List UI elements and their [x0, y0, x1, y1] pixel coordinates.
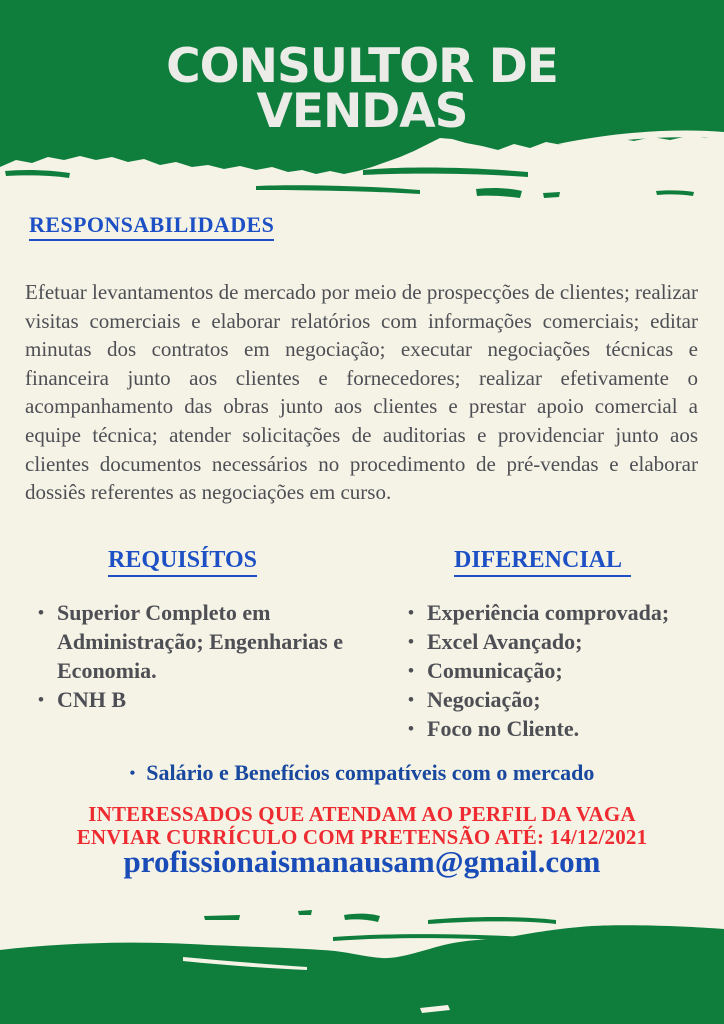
poster-title-line2: VENDAS — [256, 84, 468, 140]
list-item: • Foco no Cliente. — [408, 714, 708, 743]
responsibilities-heading — [29, 212, 274, 241]
list-item: • Comunicação; — [408, 656, 708, 685]
differential-heading — [385, 547, 700, 577]
list-item: • Excel Avançado; — [408, 627, 708, 656]
list-item: • Superior Completo em Administração; Engenharias e Economia. — [38, 598, 360, 685]
footer-brush-art — [0, 900, 724, 1024]
cta-line2: ENVIAR CURRÍCULO COM PRETENSÃO ATÉ: 14/12/2021 — [76, 825, 648, 849]
list-item: • Experiência comprovada; — [408, 598, 708, 627]
requirements-heading-text: REQUISÍTOS — [108, 547, 257, 577]
call-to-action — [0, 803, 724, 849]
differential-heading-text: DIFERENCIAL — [454, 547, 631, 577]
list-item: • CNH B — [38, 685, 360, 714]
differential-list — [408, 598, 708, 743]
cta-line1: INTERESSADOS QUE ATENDAM AO PERFIL DA VAGA — [88, 802, 636, 826]
requirements-list — [38, 598, 360, 714]
requirements-heading — [25, 547, 340, 577]
contact-email-link[interactable]: profissionaismanausam@gmail.com — [123, 844, 601, 879]
poster-title-line1: CONSULTOR DE — [166, 39, 558, 95]
responsibilities-paragraph: Efetuar levantamentos de mercado por meio de prospecções de clientes; realizar visitas comerciais e elaborar relatórios com informações comerciais; editar minutas dos contratos em negociação; executar negociações técnicas e financeira junto aos clientes e fornecedores; realizar efetivamente o acompanhamento das obras junto aos clientes e prestar apoio comercial a equipe técnica; atender solicitações de auditorias e providenciar junto aos clientes documentos necessários no procedimento de pré-vendas e elaborar dossiês referentes as negociações em curso. — [25, 280, 698, 505]
list-item: • Negociação; — [408, 685, 708, 714]
salary-note: • Salário e Benefícios compatíveis com o mercado — [0, 760, 724, 786]
poster-title — [0, 39, 724, 140]
responsibilities-heading-text: RESPONSABILIDADES — [29, 212, 274, 241]
